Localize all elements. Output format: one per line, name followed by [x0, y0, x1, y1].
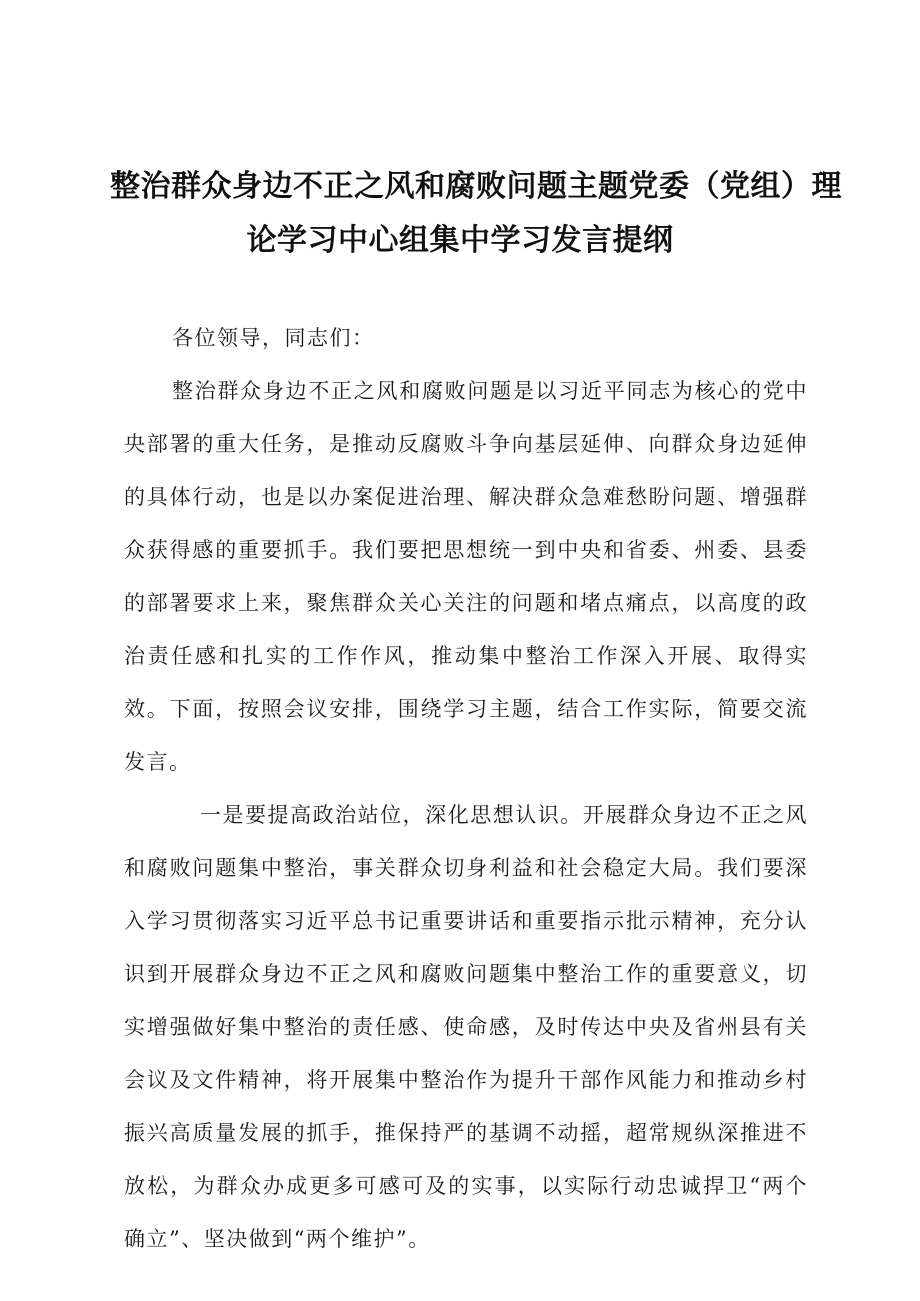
paragraph-point-one: 一是要提高政治站位，深化思想认识。开展群众身边不正之风和腐败问题集中整治，事关群众切身利益和社会稳定大局。我们要深入学习贯彻落实习近平总书记重要讲话和重要指示批示精神，充分认识到开展群众身边不正之风和腐败问题集中整治工作的重要意义，切实增强做好集中整治的责任感、使命感，及时传达中央及省州县有关会议及文件精神，将开展集中整治作为提升干部作风能力和推动乡村振兴高质量发展的抓手，推保持严的基调不动摇，超常规纵深推进不放松，为群众办成更多可感可及的实事，以实际行动忠诚捍卫“两个确立”、坚决做到“两个维护”。	[124, 803, 808, 1251]
salutation: 各位领导，同志们：	[172, 326, 375, 350]
paragraph-intro: 整治群众身边不正之风和腐败问题是以习近平同志为核心的党中央部署的重大任务，是推动反腐败斗争向基层延伸、向群众身边延伸的具体行动，也是以办案促进治理、解决群众急难愁盼问题、增强群众获得感的重要抓手。我们要把思想统一到中央和省委、州委、县委的部署要求上来，聚焦群众关心关注的问题和堵点痛点，以高度的政治责任感和扎实的工作作风，推动集中整治工作深入开展、取得实效。下面，按照会议安排，围绕学习主题，结合工作实际，简要交流发言。	[124, 379, 808, 774]
title-line-2: 论学习中心组集中学习发言提纲	[246, 223, 674, 258]
document-body	[124, 312, 808, 1266]
document-title	[110, 160, 842, 268]
title-line-1: 整治群众身边不正之风和腐败问题主题党委（党组）理	[110, 169, 842, 204]
